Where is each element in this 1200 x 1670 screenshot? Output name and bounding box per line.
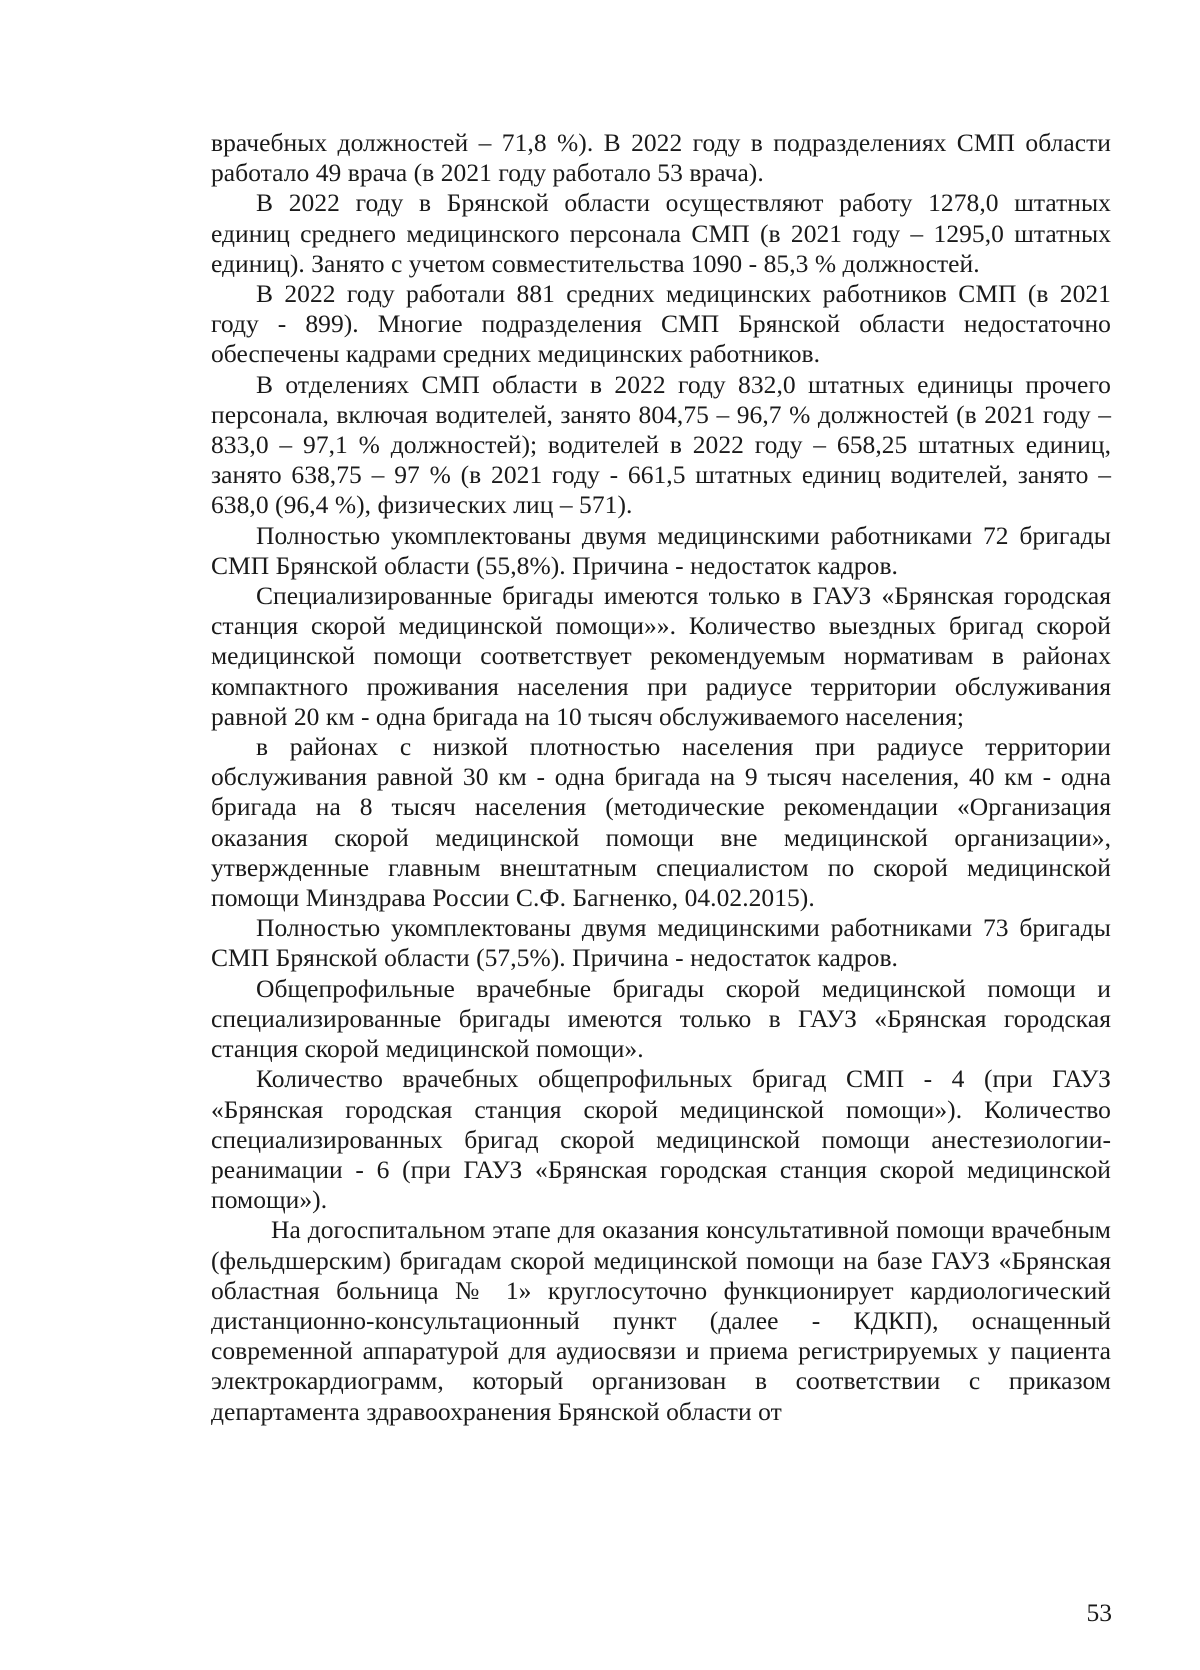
paragraph-4: В отделениях СМП области в 2022 году 832,0 штатных единицы прочего персонала, включая водителей, занято 804,75 – 96,7 % должностей (в 2021 году – 833,0 – 97,1 % должностей); водителей в 2022 году – 658,25 штатных единиц, занято 638,75 – 97 % (в 2021 году - 661,5 штатных единиц водителей, занято – 638,0 (96,4 %), физических лиц – 571). bbox=[211, 369, 1111, 520]
paragraph-2: В 2022 году в Брянской области осуществляют работу 1278,0 штатных единиц среднего медицинского персонала СМП (в 2021 году – 1295,0 штатных единиц). Занято с учетом совместительства 1090 - 85,3 % должностей. bbox=[211, 188, 1111, 278]
paragraph-8: Полностью укомплектованы двумя медицинскими работниками 73 бригады СМП Брянской области (57,5%). Причина - недостаток кадров. bbox=[211, 913, 1111, 973]
paragraph-9: Общепрофильные врачебные бригады скорой медицинской помощи и специализированные бригады имеются только в ГАУЗ «Брянская городская станция скорой медицинской помощи». bbox=[211, 973, 1111, 1064]
paragraph-11: На догоспитальном этапе для оказания консультативной помощи врачебным (фельдшерским) бригадам скорой медицинской помощи на базе ГАУЗ «Брянская областная больница № 1» круглосуточно функционирует кардиологический дистанционно-консультационный пункт (далее - КДКП), оснащенный современной аппаратурой для аудиосвязи и приема регистрируемых у пациента электрокардиограмм, который организован в соответствии с приказом департамента здравоохранения Брянской области от bbox=[211, 1215, 1111, 1426]
page-number: 53 bbox=[1086, 1598, 1112, 1627]
body-text bbox=[211, 128, 1111, 1427]
paragraph-10: Количество врачебных общепрофильных бригад СМП - 4 (при ГАУЗ «Брянская городская станция скорой медицинской помощи»). Количество специализированных бригад скорой медицинской помощи анестезиологии-реанимации - 6 (при ГАУЗ «Брянская городская станция скорой медицинской помощи»). bbox=[211, 1064, 1111, 1215]
paragraph-7: в районах с низкой плотностью населения при радиусе территории обслуживания равной 30 км - одна бригада на 9 тысяч населения, 40 км - одна бригада на 8 тысяч населения (методические рекомендации «Организация оказания скорой медицинской помощи вне медицинской организации», утвержденные главным внештатным специалистом по скорой медицинской помощи Минздрава России С.Ф. Багненко, 04.02.2015). bbox=[211, 732, 1111, 913]
paragraph-3: В 2022 году работали 881 средних медицинских работников СМП (в 2021 году - 899). Многие подразделения СМП Брянской области недостаточно обеспечены кадрами средних медицинских работников. bbox=[211, 279, 1111, 369]
paragraph-5: Полностью укомплектованы двумя медицинскими работниками 72 бригады СМП Брянской области (55,8%). Причина - недостаток кадров. bbox=[211, 520, 1111, 580]
paragraph-1: врачебных должностей – 71,8 %). В 2022 году в подразделениях СМП области работало 49 врача (в 2021 году работало 53 врача). bbox=[211, 128, 1111, 188]
paragraph-6: Специализированные бригады имеются только в ГАУЗ «Брянская городская станция скорой медицинской помощи»». Количество выездных бригад скорой медицинской помощи соответствует рекомендуемым нормативам в районах компактного проживания населения при радиусе территории обслуживания равной 20 км - одна бригада на 10 тысяч обслуживаемого населения; bbox=[211, 581, 1111, 731]
